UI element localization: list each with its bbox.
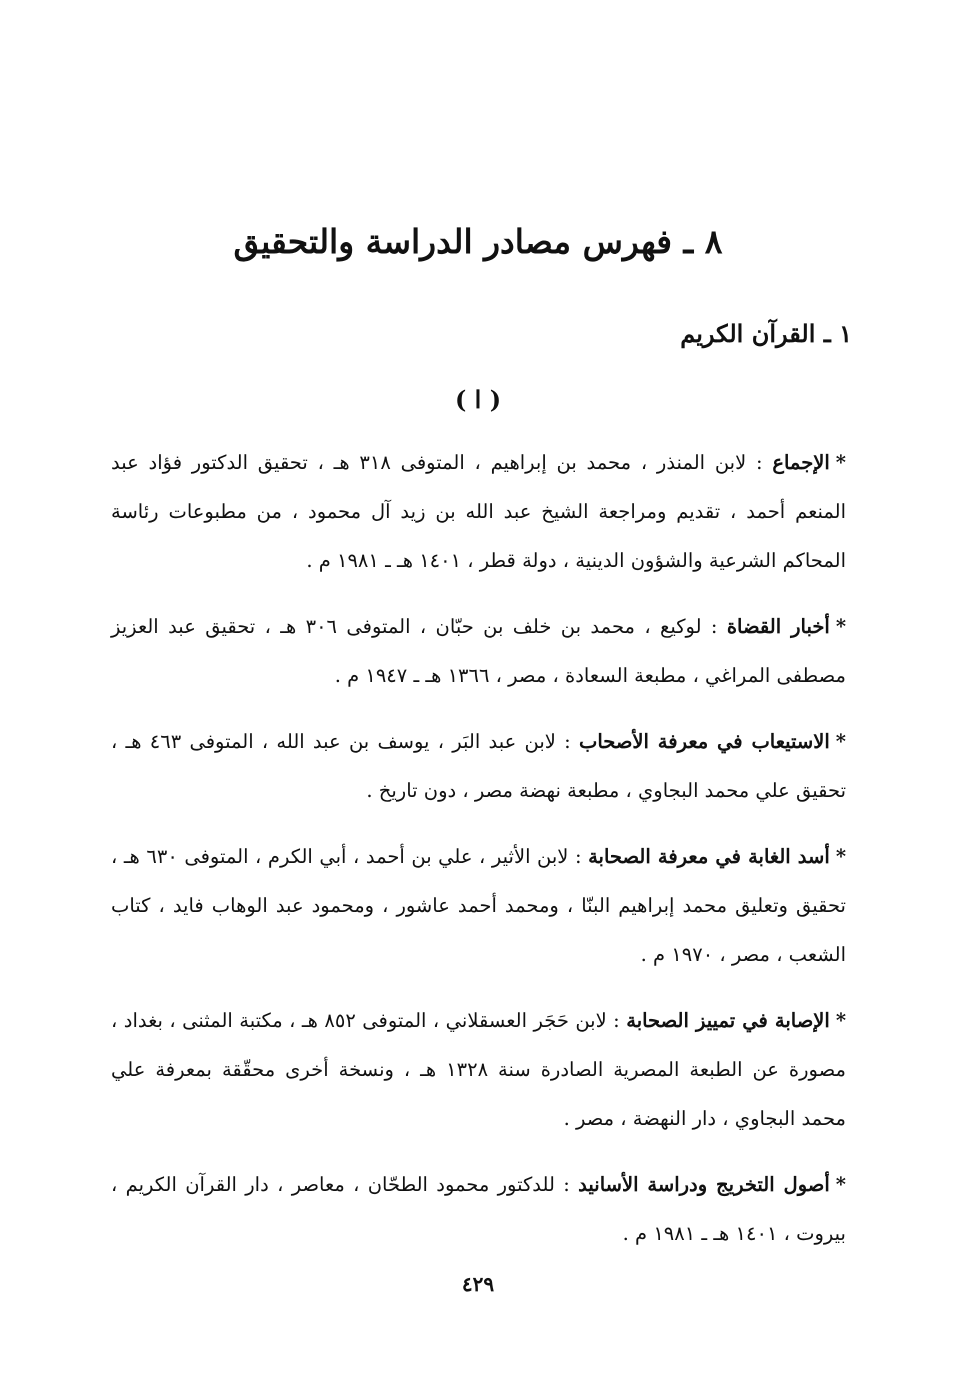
chapter-title: ٨ ـ فهرس مصادر الدراسة والتحقيق: [233, 222, 723, 261]
bullet-icon: *: [835, 451, 846, 474]
entry-title: أخبار القضاة: [726, 615, 830, 638]
entry-text: : لابن الأثير ، علي بن أحمد ، أبي الكرم ، المتوفى ٦٣٠ هـ ، تحقيق وتعليق محمد إبراهيم البنّا ، ومحمد أحمد عاشور ، ومحمود عبد الوهاب فايد ، كتاب الشعب ، مصر ، ١٩٧٠ م .: [111, 845, 846, 966]
entry-text: : لوكيع ، محمد بن خلف بن حبّان ، المتوفى ٣٠٦ هـ ، تحقيق عبد العزيز مصطفى المراغي ، مطبعة السعادة ، مصر ، ١٣٦٦ هـ ـ ١٩٤٧ م .: [111, 615, 846, 687]
bibliography-list: [111, 438, 846, 1275]
entry-title: الإصابة في تمييز الصحابة: [626, 1009, 830, 1032]
section-heading: ١ ـ القرآن الكريم: [680, 319, 852, 348]
bullet-icon: *: [835, 730, 846, 753]
bibliography-entry: [111, 438, 846, 585]
bibliography-entry: [111, 832, 846, 979]
entry-title: أصول التخريج ودراسة الأسانيد: [578, 1173, 830, 1196]
bibliography-entry: [111, 717, 846, 815]
entry-text: : لابن عبد البَر ، يوسف بن عبد الله ، المتوفى ٤٦٣ هـ ، تحقيق علي محمد البجاوي ، مطبعة نهضة مصر ، دون تاريخ .: [111, 730, 846, 802]
bullet-icon: *: [835, 615, 847, 638]
entry-text: : لابن المنذر ، محمد بن إبراهيم ، المتوفى ٣١٨ هـ ، تحقيق الدكتور فؤاد عبد المنعم أحمد ، تقديم ومراجعة الشيخ عبد الله بن زيد آل محمود ، من مطبوعات رئاسة المحاكم الشرعية والشؤون الدينية ، دولة قطر ، ١٤٠١ هـ ـ ١٩٨١ م .: [111, 451, 846, 572]
entry-text: : لابن حَجَر العسقلاني ، المتوفى ٨٥٢ هـ ، مكتبة المثنى ، بغداد ، مصورة عن الطبعة المصرية الصادرة سنة ١٣٢٨ هـ ، ونسخة أخرى محقّقة بمعرفة علي محمد البجاوي ، دار النهضة ، مصر .: [111, 1009, 846, 1130]
bibliography-entry: [111, 1160, 846, 1258]
bullet-icon: *: [835, 845, 847, 868]
entry-title: الاستيعاب في معرفة الأصحاب: [578, 730, 830, 753]
bullet-icon: *: [835, 1009, 847, 1032]
bibliography-entry: [111, 602, 846, 700]
entry-title: أسد الغابة في معرفة الصحابة: [588, 845, 830, 868]
bullet-icon: *: [835, 1173, 846, 1196]
entry-title: الإجماع: [772, 451, 830, 474]
bibliography-entry: [111, 996, 846, 1143]
letter-heading: ( ا ): [454, 385, 502, 414]
page-number: ٤٢٩: [461, 1272, 495, 1296]
entry-text: : للدكتور محمود الطحّان ، معاصر ، دار القرآن الكريم ، بيروت ، ١٤٠١ هـ ـ ١٩٨١ م .: [111, 1173, 846, 1245]
